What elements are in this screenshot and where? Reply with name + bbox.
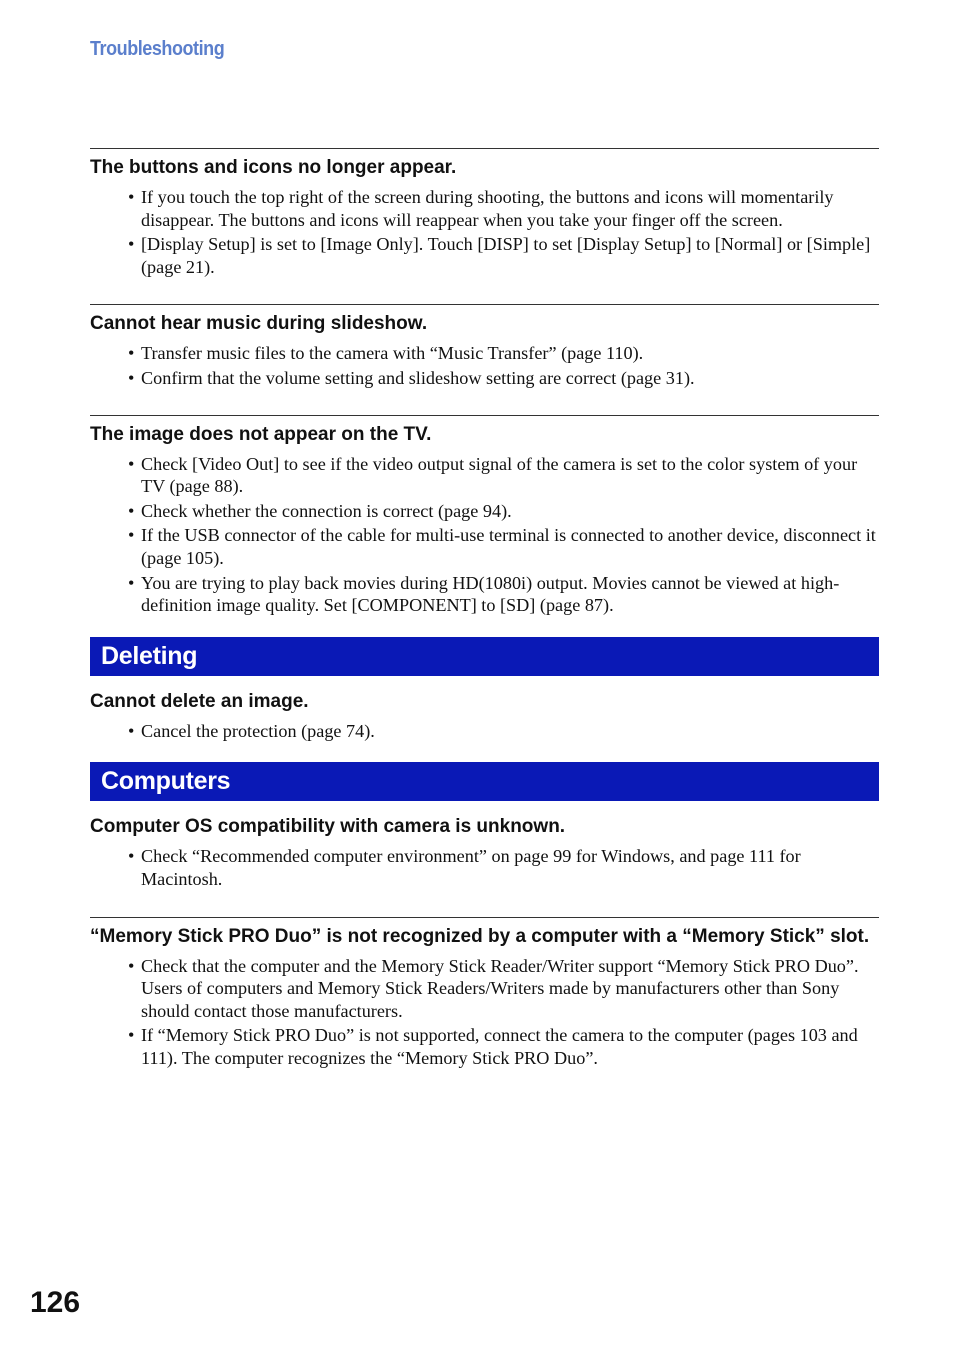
answer-item: • If the USB connector of the cable for multi-use terminal is connected to another device, disconnect it (page 105). <box>128 524 879 569</box>
page-content <box>90 148 879 1071</box>
answer-list <box>90 720 879 743</box>
question-title: Computer OS compatibility with camera is unknown. <box>90 816 566 838</box>
answer-item: • Transfer music files to the camera with “Music Transfer” (page 110). <box>128 342 879 365</box>
answer-list <box>90 186 879 278</box>
qa-block-slideshow-music <box>90 312 879 389</box>
section-heading-deleting: Deleting <box>90 637 879 676</box>
question-title: The buttons and icons no longer appear. <box>90 157 457 178</box>
section-divider <box>90 917 879 918</box>
qa-block-delete <box>90 690 879 743</box>
section-heading-computers: Computers <box>90 762 879 801</box>
question-title: The image does not appear on the TV. <box>90 423 432 445</box>
answer-list <box>90 955 879 1070</box>
answer-list <box>90 845 879 890</box>
qa-block-os-compat <box>90 815 879 890</box>
qa-block-memory-stick <box>90 925 879 1070</box>
answer-item: • If “Memory Stick PRO Duo” is not supported, connect the camera to the computer (pages 103 and 111). The computer recognizes the “Memory Stick PRO Duo”. <box>128 1024 879 1069</box>
qa-block-tv <box>90 423 879 617</box>
answer-item: • Cancel the protection (page 74). <box>128 720 879 743</box>
question-title: Cannot delete an image. <box>90 690 309 712</box>
running-head: Troubleshooting <box>90 38 225 60</box>
answer-item: • [Display Setup] is set to [Image Only]. Touch [DISP] to set [Display Setup] to [Normal] or [Simple] (page 21). <box>128 233 879 278</box>
answer-item: • Check [Video Out] to see if the video output signal of the camera is set to the color system of your TV (page 88). <box>128 453 879 498</box>
section-divider <box>90 148 879 149</box>
answer-item: • If you touch the top right of the screen during shooting, the buttons and icons will momentarily disappear. The buttons and icons will reappear when you take your finger off the screen. <box>128 186 879 231</box>
answer-item: • Confirm that the volume setting and slideshow setting are correct (page 31). <box>128 367 879 390</box>
qa-block-buttons-icons <box>90 156 879 278</box>
answer-item: • You are trying to play back movies during HD(1080i) output. Movies cannot be viewed at high-definition image quality. Set [COMPONENT] to [SD] (page 87). <box>128 572 879 617</box>
question-title: Cannot hear music during slideshow. <box>90 313 428 335</box>
question-title: “Memory Stick PRO Duo” is not recognized by a computer with a “Memory Stick” slot. <box>90 925 870 947</box>
section-divider <box>90 304 879 305</box>
section-divider <box>90 415 879 416</box>
answer-list <box>90 342 879 389</box>
answer-item: • Check “Recommended computer environment” on page 99 for Windows, and page 111 for Macintosh. <box>128 845 879 890</box>
answer-item: • Check that the computer and the Memory Stick Reader/Writer support “Memory Stick PRO Duo”. Users of computers and Memory Stick Readers/Writers made by manufacturers other than Sony should contact those manufacturers. <box>128 955 879 1023</box>
answer-list <box>90 453 879 617</box>
answer-item: • Check whether the connection is correct (page 94). <box>128 500 879 523</box>
page-number: 126 <box>30 1286 81 1319</box>
